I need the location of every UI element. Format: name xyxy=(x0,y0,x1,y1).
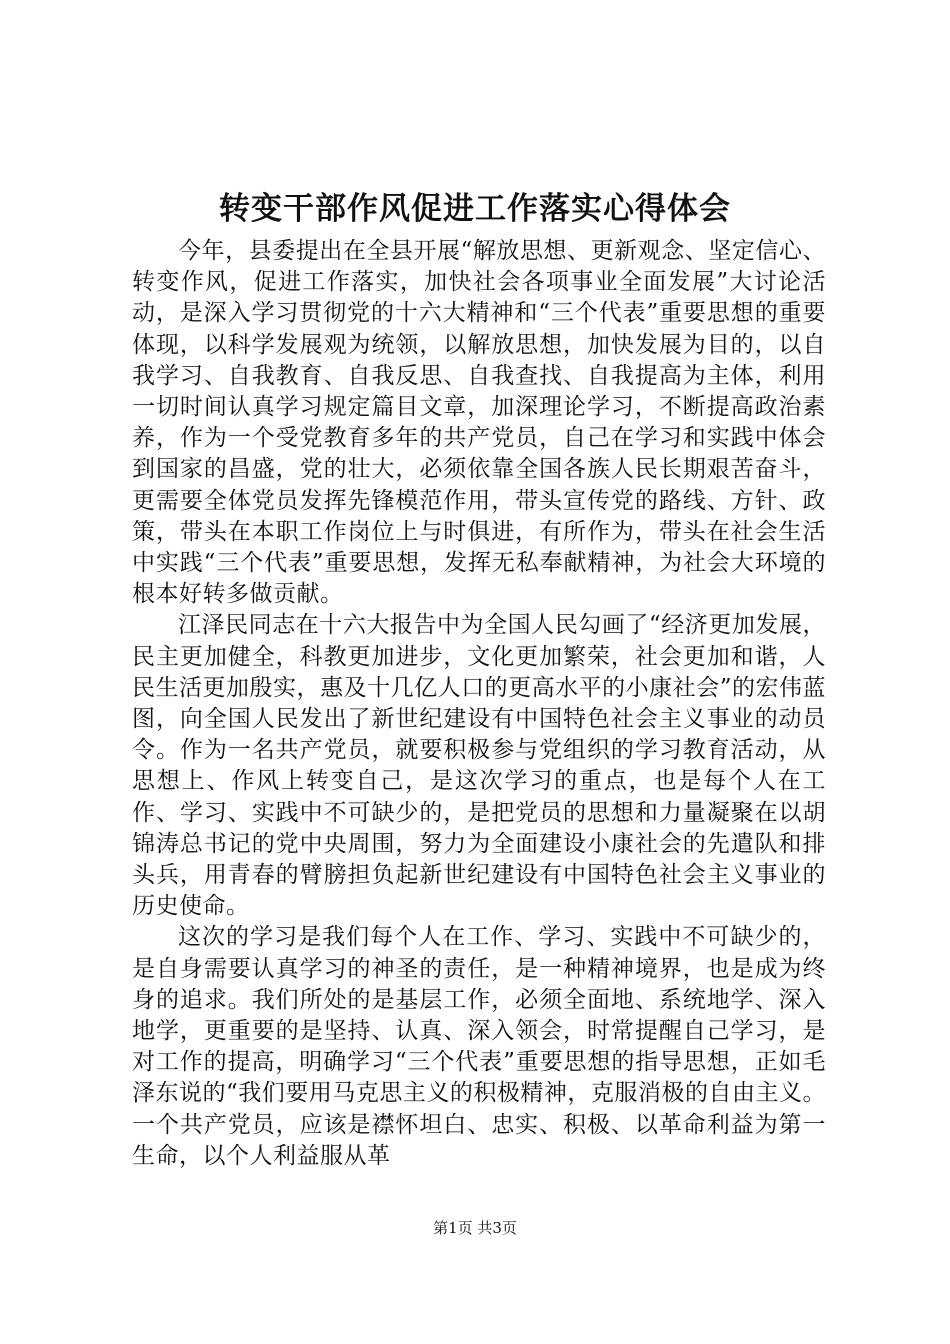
paragraph-2: 江泽民同志在十六大报告中为全国人民勾画了“经济更加发展，民主更加健全，科教更加进步，文化更加繁荣，社会更加和谐，人民生活更加殷实，惠及十几亿人口的更高水平的小康社会”的宏伟蓝图，向全国人民发出了新世纪建设有中国特色社会主义事业的动员令。作为一名共产党员，就要积极参与党组织的学习教育活动，从思想上、作风上转变自己，是这次学习的重点，也是每个人在工作、学习、实践中不可缺少的，是把党员的思想和力量凝聚在以胡锦涛总书记的党中央周围，努力为全面建设小康社会的先遣队和排头兵，用青春的臂膀担负起新世纪建设有中国特色社会主义事业的历史使命。 xyxy=(132,612,826,920)
document-title: 转变干部作风促进工作落实心得体会 xyxy=(219,191,731,227)
document-body xyxy=(132,236,826,1172)
paragraph-1: 今年，县委提出在全县开展“解放思想、更新观念、坚定信心、转变作风，促进工作落实，加快社会各项事业全面发展”大讨论活动，是深入学习贯彻党的十六大精神和“三个代表”重要思想的重要体现，以科学发展观为统领，以解放思想，加快发展为目的，以自我学习、自我教育、自我反思、自我查找、自我提高为主体，利用一切时间认真学习规定篇目文章，加深理论学习，不断提高政治素养，作为一个受党教育多年的共产党员，自己在学习和实践中体会到国家的昌盛，党的壮大，必须依靠全国各族人民长期艰苦奋斗，更需要全体党员发挥先锋模范作用，带头宣传党的路线、方针、政策，带头在本职工作岗位上与时俱进，有所作为，带头在社会生活中实践“三个代表”重要思想，发挥无私奉献精神，为社会大环境的根本好转多做贡献。 xyxy=(132,238,826,608)
paragraph-3: 这次的学习是我们每个人在工作、学习、实践中不可缺少的，是自身需要认真学习的神圣的责任，是一种精神境界，也是成为终身的追求。我们所处的是基层工作，必须全面地、系统地学、深入地学，更重要的是坚持、认真、深入领会，时常提醒自己学习，是对工作的提高，明确学习“三个代表”重要思想的指导思想，正如毛泽东说的“我们要用马克思主义的积极精神，克服消极的自由主义。一个共产党员，应该是襟怀坦白、忠实、积极、以革命利益为第一生命，以个人利益服从革 xyxy=(132,924,826,1169)
page-footer: 第1页 共3页 xyxy=(433,1219,517,1237)
